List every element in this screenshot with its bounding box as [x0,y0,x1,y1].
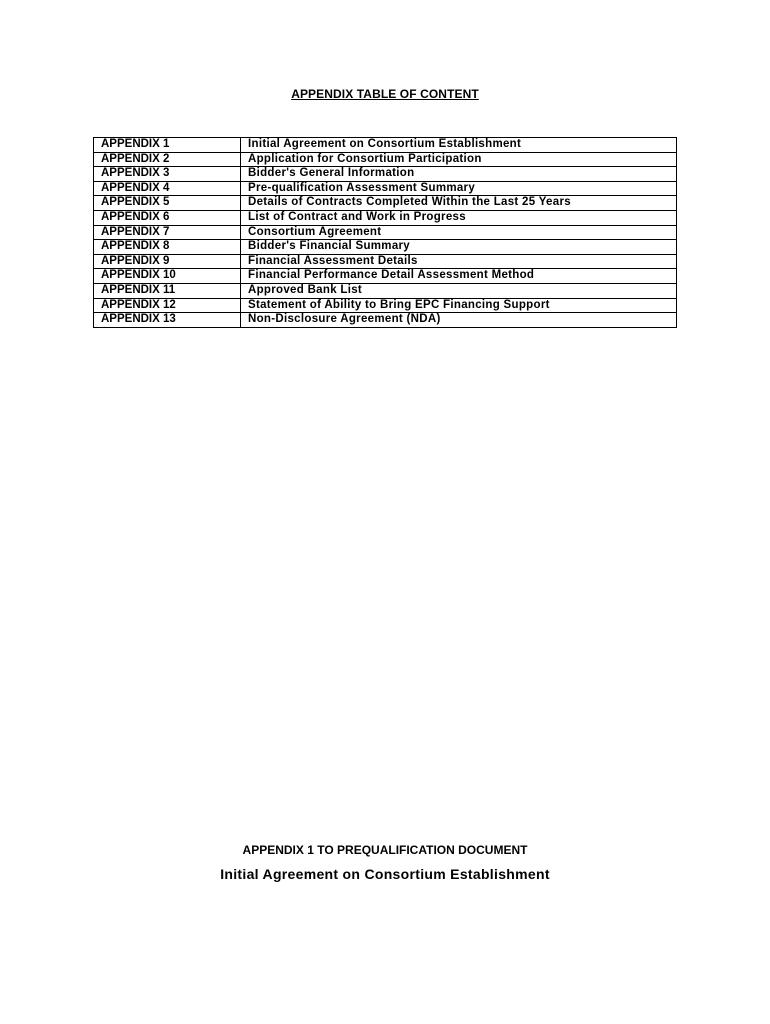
table-row [94,240,677,255]
appendix-title-cell: Financial Assessment Details [241,254,677,269]
appendix-title-cell: Bidder's Financial Summary [241,240,677,255]
appendix-number-cell: APPENDIX 6 [94,210,241,225]
appendix-number-cell: APPENDIX 8 [94,240,241,255]
table-row [94,167,677,182]
section-subheading: Initial Agreement on Consortium Establishment [220,866,550,882]
appendix-number-cell: APPENDIX 10 [94,269,241,284]
table-row [94,210,677,225]
table-row [94,269,677,284]
appendix-number-cell: APPENDIX 7 [94,225,241,240]
appendix-table-body [94,138,677,328]
table-row [94,298,677,313]
appendix-table [93,137,677,328]
appendix-number-cell: APPENDIX 3 [94,167,241,182]
appendix-number-cell: APPENDIX 11 [94,283,241,298]
appendix-title-cell: Financial Performance Detail Assessment Method [241,269,677,284]
appendix-title-cell: Details of Contracts Completed Within the Last 25 Years [241,196,677,211]
appendix-title-cell: Non-Disclosure Agreement (NDA) [241,313,677,328]
appendix-title-cell: Initial Agreement on Consortium Establishment [241,138,677,153]
appendix-number-cell: APPENDIX 13 [94,313,241,328]
table-row [94,283,677,298]
appendix-title-cell: Statement of Ability to Bring EPC Financing Support [241,298,677,313]
table-row [94,138,677,153]
appendix-title-cell: Application for Consortium Participation [241,152,677,167]
appendix-number-cell: APPENDIX 2 [94,152,241,167]
table-row [94,196,677,211]
appendix-title-cell: List of Contract and Work in Progress [241,210,677,225]
appendix-title-cell: Consortium Agreement [241,225,677,240]
table-row [94,152,677,167]
appendix-title-cell: Bidder's General Information [241,167,677,182]
appendix-number-cell: APPENDIX 5 [94,196,241,211]
table-row [94,225,677,240]
section-heading: APPENDIX 1 TO PREQUALIFICATION DOCUMENT [242,843,528,857]
appendix-title-cell: Pre-qualification Assessment Summary [241,181,677,196]
appendix-number-cell: APPENDIX 1 [94,138,241,153]
table-row [94,313,677,328]
appendix-number-cell: APPENDIX 12 [94,298,241,313]
appendix-title-cell: Approved Bank List [241,283,677,298]
appendix-number-cell: APPENDIX 4 [94,181,241,196]
table-row [94,254,677,269]
table-row [94,181,677,196]
appendix-number-cell: APPENDIX 9 [94,254,241,269]
toc-title: APPENDIX TABLE OF CONTENT [291,87,479,101]
